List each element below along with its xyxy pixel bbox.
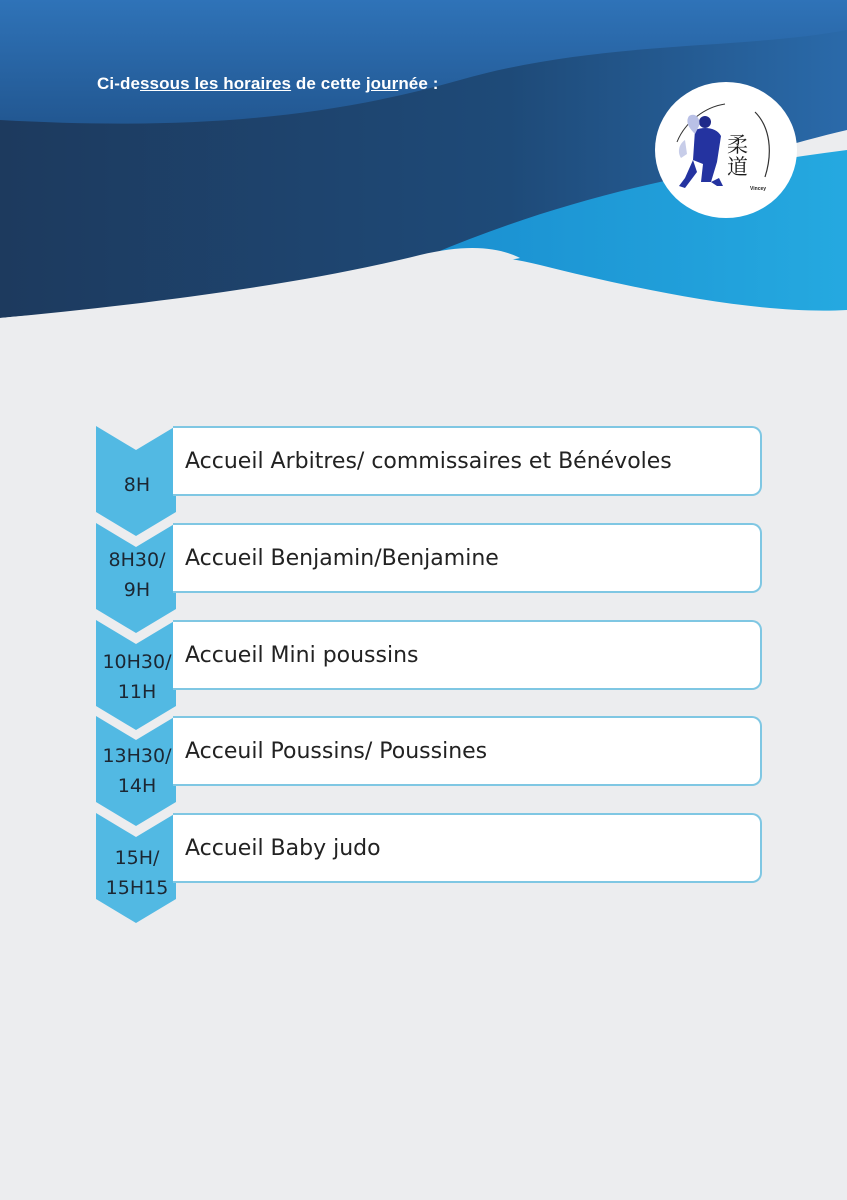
schedule-label: Acceuil Poussins/ Poussines <box>185 738 488 764</box>
page-heading: Ci-dessous les horaires de cette journée : <box>97 74 439 93</box>
schedule-time: 15H/ 15H15 <box>105 847 169 899</box>
schedule-row <box>0 523 847 623</box>
schedule-label: Accueil Arbitres/ commissaires et Bénévoles <box>185 448 672 474</box>
schedule-row <box>0 620 847 720</box>
schedule-row <box>0 426 847 526</box>
schedule-time: 8H30/ 9H <box>108 549 166 601</box>
schedule-row <box>0 716 847 816</box>
judo-kanji: 柔道 <box>727 133 748 179</box>
schedule-label: Accueil Baby judo <box>185 835 381 861</box>
schedule-time: 8H <box>123 474 151 496</box>
schedule-time: 13H30/ 14H <box>102 745 172 797</box>
schedule-label: Accueil Benjamin/Benjamine <box>185 545 499 571</box>
schedule-row <box>0 813 847 913</box>
club-name: Vincey <box>750 186 767 192</box>
schedule-label: Accueil Mini poussins <box>185 642 419 668</box>
schedule-time: 10H30/ 11H <box>102 651 172 703</box>
